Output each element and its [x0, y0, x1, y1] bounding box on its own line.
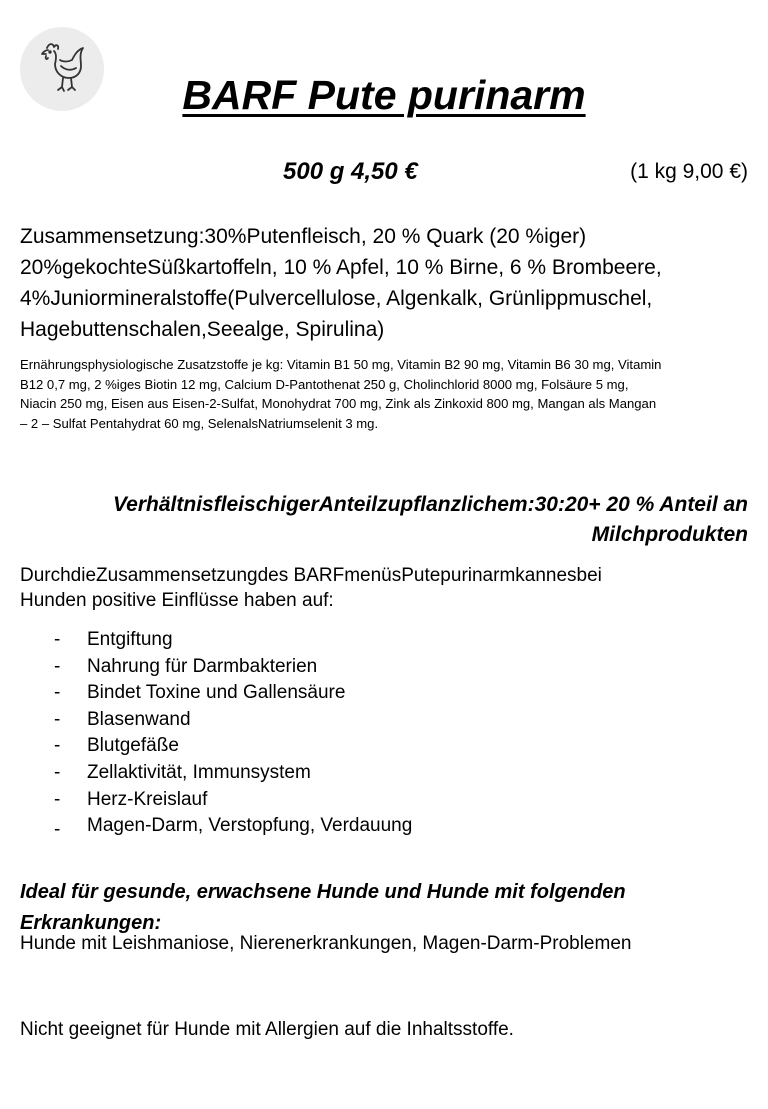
list-dash: - [54, 819, 61, 841]
list-item: - Entgiftung [20, 627, 412, 654]
list-item: - Zellaktivität, Immunsystem [20, 760, 412, 787]
page-title: BARF Pute purinarm [182, 72, 586, 118]
ideal-line: Erkrankungen: [20, 912, 162, 934]
composition-line: 4%Juniormineralstoffe(Pulvercellulose, Algenkalk, Grünlippmuschel, [20, 287, 653, 310]
list-item: - Bindet Toxine und Gallensäure [20, 680, 412, 707]
unit-price: (1 kg 9,00 €) [630, 160, 748, 183]
list-item: - Blasenwand [20, 707, 412, 734]
list-dash: - [54, 761, 61, 783]
composition-line: Hagebuttenschalen,Seealge, Spirulina) [20, 318, 385, 341]
intro-line: DurchdieZusammensetzungdes BARFmenüsPutepurinarmkannesbei [20, 565, 602, 586]
additives-line: B12 0,7 mg, 2 %iges Biotin 12 mg, Calcium D-Pantothenat 250 g, Cholinchlorid 8000 mg, Folsäure 5 mg, [20, 376, 629, 392]
list-item: - Herz-Kreislauf [20, 787, 412, 814]
ratio-heading [28, 490, 748, 550]
ratio-line: VerhältnisfleischigerAnteilzupflanzlichem:30:20+ 20 % Anteil an [112, 493, 748, 516]
composition-line: Zusammensetzung:30%Putenfleisch, 20 % Quark (20 %iger) [20, 225, 587, 248]
list-item: - Magen-Darm, Verstopfung, Verdauung [20, 813, 412, 840]
intro-line: Hunden positive Einflüsse haben auf: [20, 590, 334, 611]
ratio-line: Milchprodukten [591, 523, 748, 546]
list-dash: - [54, 682, 61, 704]
list-dash: - [54, 708, 61, 730]
nutritional-additives [20, 355, 760, 433]
ideal-conditions: Hunde mit Leishmaniose, Nierenerkrankungen, Magen-Darm-Problemen [20, 933, 632, 954]
list-dash: - [54, 629, 61, 650]
list-dash: - [54, 655, 61, 677]
additives-line: – 2 – Sulfat Pentahydrat 60 mg, SelenalsNatriumselenit 3 mg. [20, 415, 379, 431]
composition [20, 221, 760, 345]
benefits-intro [20, 563, 740, 613]
list-item: - Blutgefäße [20, 733, 412, 760]
additives-line: Niacin 250 mg, Eisen aus Eisen-2-Sulfat, Monohydrat 700 mg, Zink als Zinkoxid 800 mg, Mangan als Mangan [20, 396, 657, 411]
ideal-heading [20, 877, 750, 939]
additives-line: Ernährungsphysiologische Zusatzstoffe je kg: Vitamin B1 50 mg, Vitamin B2 90 mg, Vitamin B6 30 mg, Vitamin [20, 357, 662, 372]
benefits-list [20, 627, 412, 840]
list-dash: - [54, 735, 61, 757]
price: 500 g 4,50 € [283, 158, 418, 185]
ideal-line: Ideal für gesunde, erwachsene Hunde und Hunde mit folgenden [20, 881, 626, 903]
list-item: - Nahrung für Darmbakterien [20, 654, 412, 681]
not-suitable-note: Nicht geeignet für Hunde mit Allergien auf die Inhaltsstoffe. [20, 1019, 514, 1040]
list-dash: - [54, 788, 61, 810]
composition-line: 20%gekochteSüßkartoffeln, 10 % Apfel, 10 % Birne, 6 % Brombeere, [20, 256, 662, 279]
